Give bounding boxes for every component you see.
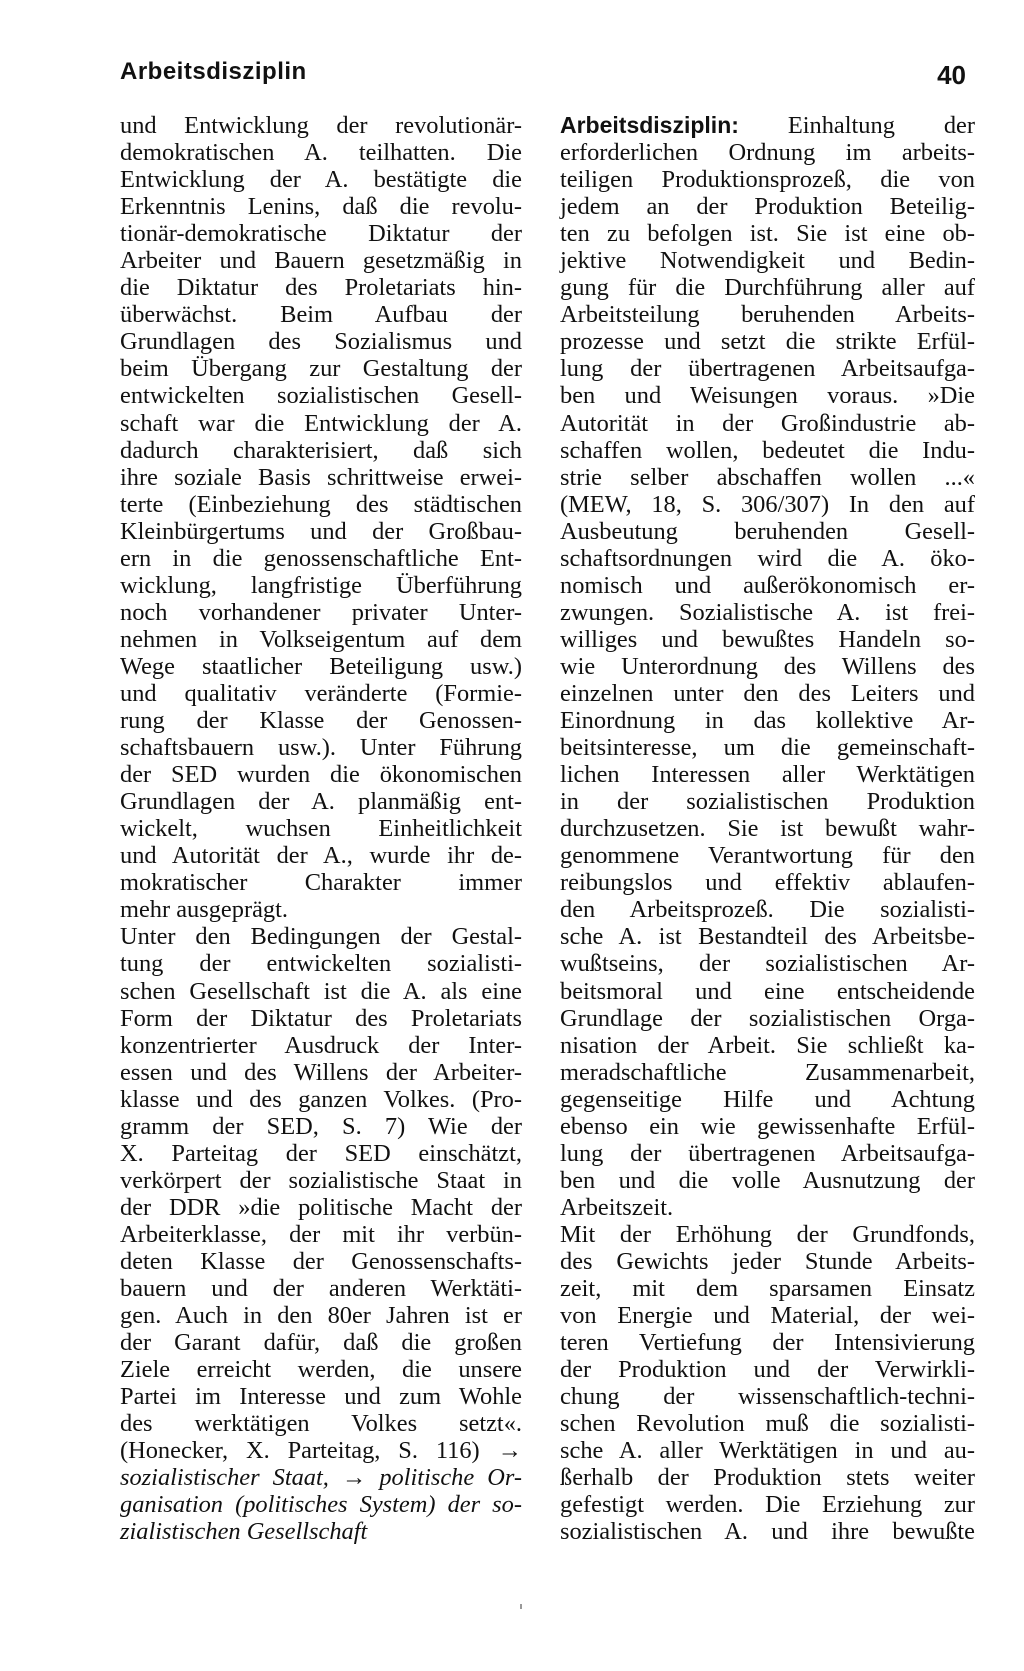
text-line: schaftsbauern usw.). Unter Führung: [120, 734, 522, 762]
text-line: sche A. aller Werktätigen in und au-: [560, 1437, 975, 1465]
text-line: beim Übergang zur Gestaltung der: [120, 355, 522, 383]
print-speck: [520, 1604, 522, 1609]
text-line: und qualitativ veränderte (Formie-: [120, 679, 522, 707]
text-line: erforderlichen Ordnung im arbeits-: [560, 139, 975, 167]
right-column: [560, 112, 975, 1545]
text-line: des werktätigen Volkes setzt«.: [120, 1410, 522, 1438]
text-line: nomisch und außerökonomisch er-: [560, 571, 975, 599]
text-line: der Garant dafür, daß die großen: [120, 1329, 522, 1357]
text-line: deten Klasse der Genossenschafts-: [120, 1247, 522, 1275]
text-line: strie selber abschaffen wollen ...«: [560, 463, 975, 491]
text-line: noch vorhandener privater Unter-: [120, 598, 522, 626]
text-line: prozesse und setzt die strikte Erfül-: [560, 328, 975, 356]
text-line: demokratischen A. teilhatten. Die: [120, 139, 522, 167]
text-line: entwickelten sozialistischen Gesell-: [120, 382, 522, 410]
text-line: und Autorität der A., wurde ihr de-: [120, 842, 522, 870]
entry-headword: Arbeitsdisziplin:: [560, 112, 739, 138]
text-line: meradschaftliche Zusammenarbeit,: [560, 1058, 975, 1086]
text-line: schen Gesellschaft ist die A. als eine: [120, 977, 522, 1005]
text-line: überwächst. Beim Aufbau der: [120, 301, 522, 329]
text-line: teren Vertiefung der Intensivierung: [560, 1329, 975, 1357]
text-line: den Arbeitsprozeß. Die sozialisti-: [560, 896, 975, 924]
page-number: 40: [937, 60, 966, 90]
text-line: der DDR »die politische Macht der: [120, 1193, 522, 1221]
text-line: Entwicklung der A. bestätigte die: [120, 166, 522, 194]
text-line: gegenseitige Hilfe und Achtung: [560, 1085, 975, 1113]
text-line: durchzusetzen. Sie ist bewußt wahr-: [560, 815, 975, 843]
text-line: rung der Klasse der Genossen-: [120, 707, 522, 735]
text-line: Arbeitsteilung beruhenden Arbeits-: [560, 301, 975, 329]
text-line: Unter den Bedingungen der Gestal-: [120, 923, 522, 951]
running-title: Arbeitsdisziplin: [120, 58, 307, 85]
text-line: nehmen in Volkseigentum auf dem: [120, 625, 522, 653]
text-line: Erkenntnis Lenins, daß die revolu-: [120, 193, 522, 221]
text-line: (MEW, 18, S. 306/307) In den auf: [560, 490, 975, 518]
text-line: gen. Auch in den 80er Jahren ist er: [120, 1302, 522, 1330]
text-line: ben und Weisungen voraus. »Die: [560, 382, 975, 410]
text-line: schen Revolution muß die sozialisti-: [560, 1410, 975, 1438]
text-line: jedem an der Produktion Beteilig-: [560, 193, 975, 221]
text-line: Grundlage der sozialistischen Orga-: [560, 1004, 975, 1032]
text-line: zialistischen Gesellschaft: [120, 1518, 368, 1546]
text-line: ten zu befolgen ist. Sie ist eine ob-: [560, 220, 975, 248]
text-line: wickelt, wuchsen Einheitlichkeit: [120, 815, 522, 843]
right-column-body: [560, 139, 975, 1545]
text-line: ebenso ein wie gewissenhafte Erfül-: [560, 1112, 975, 1140]
text-line: Ziele erreicht werden, die unsere: [120, 1356, 522, 1384]
text-line: ern in die genossenschaftliche Ent-: [120, 544, 522, 572]
text-line: tionär-demokratische Diktatur der: [120, 220, 522, 248]
text-line: zeit, mit dem sparsamen Einsatz: [560, 1275, 975, 1303]
text-line: gung für die Durchführung aller auf: [560, 274, 975, 302]
left-column: [120, 112, 522, 1545]
text-line: williges und bewußtes Handeln so-: [560, 625, 975, 653]
text-line: sozialistischer Staat, → politische Or-: [120, 1464, 522, 1492]
text-line: des Gewichts jeder Stunde Arbeits-: [560, 1247, 975, 1275]
text-line: und Entwicklung der revolutionär-: [120, 112, 522, 139]
text-line: X. Parteitag der SED einschätzt,: [120, 1139, 522, 1167]
text-line: Grundlagen der A. planmäßig ent-: [120, 788, 522, 816]
text-line: von Energie und Material, der wei-: [560, 1302, 975, 1330]
text-line: wicklung, langfristige Überführung: [120, 571, 522, 599]
text-line: Wege staatlicher Beteiligung usw.): [120, 652, 522, 680]
text-line: sozialistischen A. und ihre bewußte: [560, 1518, 975, 1546]
text-line: terte (Einbeziehung des städtischen: [120, 490, 522, 518]
text-line: konzentrierter Ausdruck der Inter-: [120, 1031, 522, 1059]
text-line: der SED wurden die ökonomischen: [120, 761, 522, 789]
text-line: tung der entwickelten sozialisti-: [120, 950, 522, 978]
entry-first-line: [560, 112, 975, 139]
text-line: mehr ausgeprägt.: [120, 896, 288, 924]
text-line: Arbeiterklasse, der mit ihr verbün-: [120, 1220, 522, 1248]
text-line: verkörpert der sozialistische Staat in: [120, 1166, 522, 1194]
text-line: in der sozialistischen Produktion: [560, 788, 975, 816]
text-line: schaft war die Entwicklung der A.: [120, 409, 522, 437]
text-line: sche A. ist Bestandteil des Arbeitsbe-: [560, 923, 975, 951]
entry-first-line-text: Einhaltung der: [787, 112, 975, 139]
text-line: wußtseins, der sozialistischen Ar-: [560, 950, 975, 978]
text-line: zwungen. Sozialistische A. ist frei-: [560, 598, 975, 626]
text-line: ßerhalb der Produktion stets weiter: [560, 1464, 975, 1492]
text-line: lung der übertragenen Arbeitsaufga-: [560, 355, 975, 383]
text-line: Grundlagen des Sozialismus und: [120, 328, 522, 356]
text-line: gefestigt werden. Die Erziehung zur: [560, 1491, 975, 1519]
text-line: einzelnen unter den des Leiters und: [560, 679, 975, 707]
text-line: der Produktion und der Verwirkli-: [560, 1356, 975, 1384]
text-line: beitsinteresse, um die gemeinschaft-: [560, 734, 975, 762]
text-line: Arbeiter und Bauern gesetzmäßig in: [120, 247, 522, 275]
text-line: ganisation (politisches System) der so-: [120, 1491, 522, 1519]
text-line: Form der Diktatur des Proletariats: [120, 1004, 522, 1032]
text-line: beitsmoral und eine entscheidende: [560, 977, 975, 1005]
text-line: (Honecker, X. Parteitag, S. 116) →: [120, 1437, 522, 1465]
text-line: ihre soziale Basis schrittweise erwei-: [120, 463, 522, 491]
text-line: mokratischer Charakter immer: [120, 869, 522, 897]
text-line: ben und die volle Ausnutzung der: [560, 1166, 975, 1194]
text-line: Partei im Interesse und zum Wohle: [120, 1383, 522, 1411]
text-line: Ausbeutung beruhenden Gesell-: [560, 517, 975, 545]
text-line: lichen Interessen aller Werktätigen: [560, 761, 975, 789]
text-line: Einordnung in das kollektive Ar-: [560, 707, 975, 735]
text-line: schaffen wollen, bedeutet die Indu-: [560, 436, 975, 464]
text-line: Kleinbürgertums und der Großbau-: [120, 517, 522, 545]
text-line: dadurch charakterisiert, daß sich: [120, 436, 522, 464]
text-line: lung der übertragenen Arbeitsaufga-: [560, 1139, 975, 1167]
text-line: nisation der Arbeit. Sie schließt ka-: [560, 1031, 975, 1059]
text-line: bauern und der anderen Werktäti-: [120, 1275, 522, 1303]
text-line: teiligen Produktionsprozeß, die von: [560, 166, 975, 194]
text-line: Autorität in der Großindustrie ab-: [560, 409, 975, 437]
text-line: gramm der SED, S. 7) Wie der: [120, 1112, 522, 1140]
text-line: wie Unterordnung des Willens des: [560, 652, 975, 680]
text-line: genommene Verantwortung für den: [560, 842, 975, 870]
text-line: schaftsordnungen wird die A. öko-: [560, 544, 975, 572]
text-line: klasse und des ganzen Volkes. (Pro-: [120, 1085, 522, 1113]
text-line: chung der wissenschaftlich-techni-: [560, 1383, 975, 1411]
text-line: Mit der Erhöhung der Grundfonds,: [560, 1220, 975, 1248]
text-line: die Diktatur des Proletariats hin-: [120, 274, 522, 302]
text-line: reibungslos und effektiv ablaufen-: [560, 869, 975, 897]
text-line: Arbeitszeit.: [560, 1193, 674, 1221]
text-line: jektive Notwendigkeit und Bedin-: [560, 247, 975, 275]
text-line: essen und des Willens der Arbeiter-: [120, 1058, 522, 1086]
